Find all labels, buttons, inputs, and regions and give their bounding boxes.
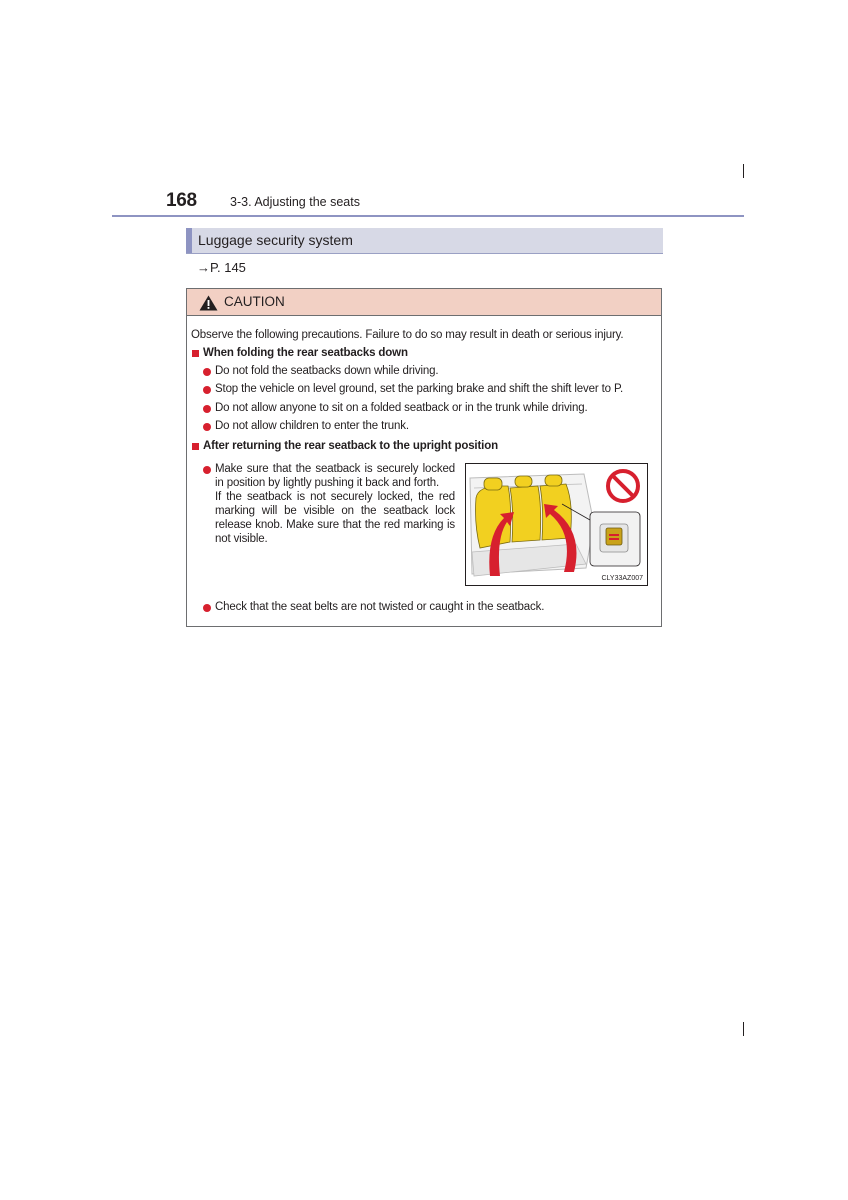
caution-header bbox=[187, 289, 661, 316]
list-item: Check that the seat belts are not twisted or caught in the seatback. bbox=[215, 601, 545, 613]
section-title: 3-3. Adjusting the seats bbox=[230, 195, 360, 209]
list-item: Do not allow children to enter the trunk. bbox=[215, 420, 409, 432]
section-heading bbox=[186, 228, 663, 254]
page-number: 168 bbox=[166, 190, 197, 211]
crop-mark-bottom bbox=[743, 1022, 744, 1036]
list-item: Do not allow anyone to sit on a folded seatback or in the trunk while driving. bbox=[215, 402, 588, 414]
group-heading-upright: After returning the rear seatback to the upright position bbox=[203, 440, 498, 452]
header-rule bbox=[112, 215, 744, 217]
caution-title: CAUTION bbox=[224, 294, 285, 309]
bullet-icon bbox=[203, 604, 211, 612]
square-bullet-icon bbox=[192, 443, 199, 450]
group-heading-folding: When folding the rear seatbacks down bbox=[203, 347, 408, 359]
warning-icon bbox=[199, 295, 218, 311]
bullet-icon bbox=[203, 423, 211, 431]
list-item: Do not fold the seatbacks down while driving. bbox=[215, 365, 439, 377]
list-item: Make sure that the seatback is securely locked in position by lightly pushing it back and forth. bbox=[215, 463, 455, 490]
bullet-icon bbox=[203, 368, 211, 376]
caution-box bbox=[186, 288, 662, 627]
figure-code: CLY33AZ007 bbox=[601, 575, 643, 582]
square-bullet-icon bbox=[192, 350, 199, 357]
upright-instructions bbox=[215, 462, 455, 547]
page-reference-link[interactable]: →P. 145 bbox=[197, 260, 246, 275]
caution-intro: Observe the following precautions. Failure to do so may result in death or serious injury. bbox=[191, 329, 624, 341]
page-header bbox=[112, 190, 744, 218]
section-heading-text: Luggage security system bbox=[198, 232, 353, 248]
list-item-note: If the seatback is not securely locked, the red marking will be visible on the seatback lock release knob. Make sure that the red marking is not visible. bbox=[215, 491, 455, 546]
bullet-icon bbox=[203, 405, 211, 413]
crop-mark-top bbox=[743, 164, 744, 178]
heading-accent bbox=[186, 228, 192, 253]
bullet-icon bbox=[203, 386, 211, 394]
bullet-icon bbox=[203, 466, 211, 474]
list-item: Stop the vehicle on level ground, set the parking brake and shift the shift lever to P. bbox=[215, 383, 624, 395]
prohibition-icon bbox=[608, 471, 638, 501]
seatback-illustration bbox=[465, 463, 648, 586]
seat-drawing bbox=[466, 464, 647, 585]
